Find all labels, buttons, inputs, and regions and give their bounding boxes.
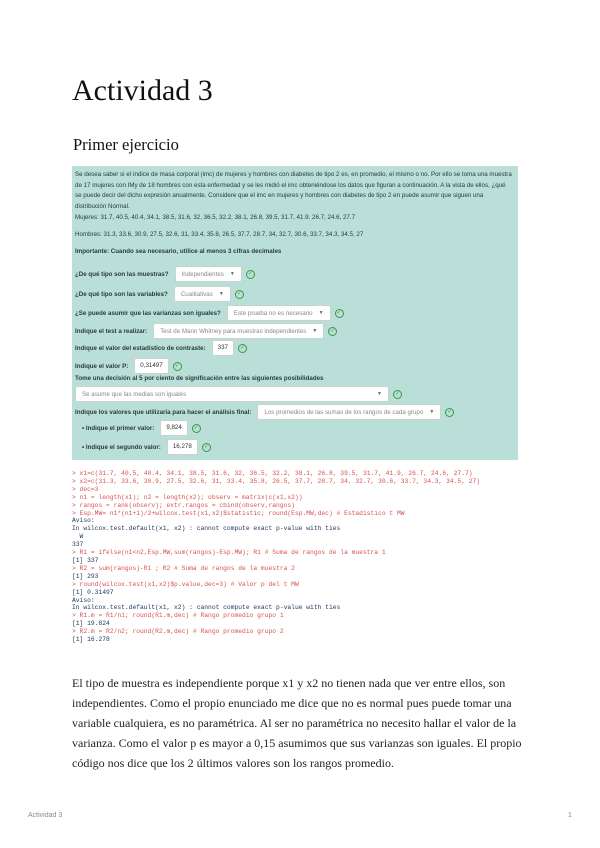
question-label: Indique los valores que utilizaría para hacer el análisis final: (75, 408, 252, 416)
code-line: > R2.m = R2/n2; round(R2.m,dec) # Rango promedio grupo 2 (72, 628, 284, 636)
question-label: • Indique el segundo valor: (82, 443, 161, 451)
second-value-input[interactable]: 16,278 (167, 439, 198, 455)
chevron-down-icon: ▼ (312, 328, 318, 334)
chevron-down-icon: ▼ (429, 409, 435, 415)
explanation-paragraph: El tipo de muestra es independiente porque x1 y x2 no tienen nada que ver entre ellos, son independientes. Como el propio enunciado me dice que no es normal pues puede tomar una variable cualquiera, es no paramétrica. Al ser no paramétrica no necesito hallar el valor de la varianza. Como el valor p es mayor a 0,15 asumimos que sus varianzas son iguales. El propio código nos dice que los 2 últimos valores son los rangos promedio. (72, 676, 522, 770)
question-label: Indique el test a realizar: (75, 327, 148, 335)
code-line: Aviso: (72, 596, 95, 604)
data-hombres: Hombres: 31.3, 33.6, 30.9, 27.5, 32.6, 31, 33.4, 35.8, 26.5, 37.7, 28.7, 34, 32.7, 30.6, 33.7, 34.3, 34.5, 27 (75, 231, 364, 238)
question-variances (75, 305, 344, 321)
question-second-value (82, 439, 211, 455)
code-line: Aviso: (72, 517, 95, 525)
quiz-screenshot (72, 166, 518, 460)
check-circle-icon: ✓ (246, 270, 255, 279)
select-value: Test de Mann Whitney para muestras independientes (160, 327, 307, 335)
code-line: In wilcox.test.default(x1, x2) : cannot compute exact p-value with ties (72, 525, 341, 533)
question-variable-type (75, 286, 244, 302)
question-first-value (82, 420, 201, 436)
check-circle-icon: ✓ (393, 390, 402, 399)
code-line: > R2 = sum(rangos)-R1 ; R2 # Suma de rangos de la muestra 2 (72, 564, 295, 572)
footer-title: Actividad 3 (28, 812, 63, 819)
r-console-output (72, 470, 532, 644)
section-title: Primer ejercicio (73, 135, 179, 154)
check-circle-icon: ✓ (202, 443, 211, 452)
final-analysis-select[interactable] (257, 404, 441, 420)
page-number: 1 (568, 812, 572, 819)
code-line: In wilcox.test.default(x1, x2) : cannot compute exact p-value with ties (72, 604, 341, 612)
code-line: > rangos = rank(observ); extr.rangos = cbind(observ,rangos) (72, 501, 295, 509)
question-test (75, 323, 337, 339)
code-line: > R1 = ifelse(n1<n2,Esp.MW,sum(rangos)-Esp.MW); R1 # Suma de rangos de la muestra 1 (72, 549, 386, 557)
variances-select[interactable] (227, 305, 331, 321)
code-line: > x2=c(31.3, 33.6, 30.9, 27.5, 32.6, 31, 33.4, 35.8, 26.5, 37.7, 28.7, 34, 32.7, 30.6, 33.7, 34.3, 34.5, 27) (72, 477, 481, 485)
document-title: Actividad 3 (72, 74, 213, 107)
decision-select[interactable] (75, 386, 389, 402)
sample-type-select[interactable] (175, 266, 242, 282)
check-circle-icon: ✓ (335, 309, 344, 318)
question-sample-type (75, 266, 255, 282)
code-line: [1] 337 (72, 556, 99, 564)
chevron-down-icon: ▼ (318, 310, 324, 316)
code-line: [1] 16.278 (72, 636, 110, 644)
chevron-down-icon: ▼ (218, 291, 224, 297)
question-label: • Indique el primer valor: (82, 424, 155, 432)
check-circle-icon: ✓ (445, 408, 454, 417)
code-line: [1] 0.31497 (72, 588, 114, 596)
code-line: [1] 293 (72, 572, 99, 580)
variable-type-select[interactable] (174, 286, 231, 302)
code-line: > dec=3 (72, 485, 99, 493)
code-line: 337 (72, 541, 84, 549)
question-label: Indique el valor P: (75, 362, 129, 370)
select-value: Independientes (181, 270, 224, 278)
quiz-intro: Se desea saber si el índice de masa corporal (imc) de mujeres y hombres con diabetes de tipo 2 es, en promedio, el mismo o no. Por ello se toma una muestra de 17 mujeres con IMy de 18 hombres con esta enfermedad y se les midió el imc obteniéndose los datos que figuran a continuación. A la vista de ellos, ¿qué se puede decir del dicho expresión anualmente. Considere que el imc en mujeres y hombres con diabetes de tipo 2 en puede asumir que siguen una distribución Normal. (75, 171, 512, 210)
code-line: > x1=c(31.7, 40.5, 40.4, 34.1, 38.5, 31.6, 32, 36.5, 32.2, 38.1, 26.8, 39.5, 31.7, 41.9, 26.7, 24.6, 27.7) (72, 470, 473, 477)
select-value: Se asume que las medias son iguales (82, 390, 187, 398)
check-circle-icon: ✓ (235, 290, 244, 299)
chevron-down-icon: ▼ (229, 271, 235, 277)
p-value-input[interactable]: 0,31497 (134, 358, 168, 374)
select-value: Cualitativas (180, 290, 213, 298)
statistic-input[interactable]: 337 (212, 340, 234, 356)
check-circle-icon: ✓ (192, 424, 201, 433)
check-circle-icon: ✓ (173, 362, 182, 371)
chevron-down-icon: ▼ (377, 391, 382, 397)
test-select[interactable] (153, 323, 324, 339)
code-line: [1] 19.824 (72, 620, 110, 628)
question-decision (75, 386, 402, 402)
importante-note: Importante: Cuando sea necesario, utilice al menos 3 cifras decimales (75, 248, 282, 255)
question-statistic (75, 340, 247, 356)
question-label: ¿Se puede asumir que las varianzas son iguales? (75, 309, 221, 317)
first-value-input[interactable]: 9,824 (160, 420, 187, 436)
question-label: Indique el valor del estadístico de contraste: (75, 344, 206, 352)
code-line: > n1 = length(x1); n2 = length(x2); observ = matrix(c(x1,x2)) (72, 493, 303, 501)
check-circle-icon: ✓ (328, 327, 337, 336)
question-label: ¿De qué tipo son las muestras? (75, 270, 169, 278)
decision-label: Tome una decisión al 5 por ciento de significación entre las siguientes posibilidades (75, 375, 324, 382)
question-p-value (75, 358, 182, 374)
code-line: > R1.m = R1/n1; round(R1.m,dec) # Rango promedio grupo 1 (72, 612, 284, 620)
select-value: Este prueba no es necesario (233, 309, 313, 317)
check-circle-icon: ✓ (238, 344, 247, 353)
data-mujeres: Mujeres: 31.7, 40.5, 40.4, 34.1, 38.5, 31.6, 32, 36.5, 32.2, 38.1, 26.8, 39.5, 31.7, 41.9, 26.7, 24.6, 27.7 (75, 214, 356, 221)
question-label: ¿De qué tipo son las variables? (75, 290, 168, 298)
code-line: > Esp.MW= n1*(n1+1)/2+wilcox.test(x1,x2)$statistic; round(Esp.MW,dec) # Estadistico t MW (72, 509, 405, 517)
select-value: Los promedios de las sumas de los rangos de cada grupo (264, 408, 424, 416)
question-final-analysis (75, 404, 454, 420)
code-line: W (72, 533, 84, 541)
code-line: > round(wilcox.test(x1,x2)$p.value,dec=3) # Valor p del t MW (72, 580, 299, 588)
